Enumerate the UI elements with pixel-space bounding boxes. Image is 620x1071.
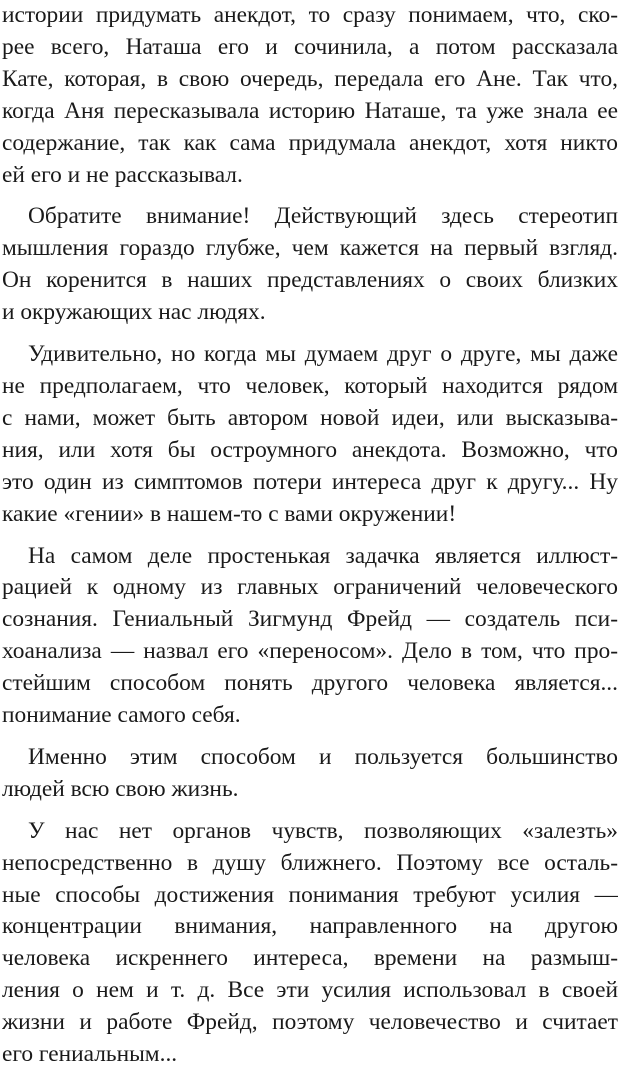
paragraph	[2, 742, 618, 806]
text-line: и окружающих нас людях.	[2, 299, 266, 326]
text-line: Он коренится в наших представлениях о своих близких	[2, 267, 618, 294]
text-line: ния, или хотя бы остроумного анекдота. Возможно, что	[2, 436, 618, 463]
text-line: У нас нет органов чувств, позволяющих «залезть»	[28, 817, 618, 844]
text-line: ления о нем и т. д. Все эти усилия использовал в своей	[2, 977, 618, 1004]
text-line: стейшим способом понять другого человека является...	[2, 670, 618, 697]
text-line: ей его и не рассказывал.	[2, 161, 243, 188]
text-line: истории придумать анекдот, то сразу понимаем, что, ско-	[2, 2, 618, 28]
text-line: содержание, так как сама придумала анекдот, хотя никто	[2, 129, 618, 156]
paragraph	[2, 201, 618, 329]
text-line: рее всего, Наташа его и сочинила, а потом рассказала	[2, 33, 618, 60]
paragraph	[2, 541, 618, 732]
text-line: понимание самого себя.	[2, 702, 241, 729]
text-line: Именно этим способом и пользуется большинство	[28, 743, 618, 770]
text-line: это один из симптомов потери интереса друг к другу... Ну	[2, 468, 618, 495]
text-line: Обратите внимание! Действующий здесь стереотип	[28, 203, 618, 230]
text-line: людей всю свою жизнь.	[2, 775, 239, 802]
text-line: человека искреннего интереса, времени на размыш-	[2, 945, 618, 972]
text-line: не предполагаем, что человек, который находится рядом	[2, 372, 618, 399]
text-line: непосредственно в душу ближнего. Поэтому все осталь-	[2, 849, 618, 876]
text-line: рацией к одному из главных ограничений человеческого	[2, 574, 618, 601]
text-line: какие «гении» в нашем-то с вами окружении!	[2, 500, 457, 527]
text-line: Кате, которая, в свою очередь, передала его Ане. Так что,	[2, 65, 618, 92]
text-line: ные способы достижения понимания требуют усилия —	[2, 881, 618, 908]
text-line: когда Аня пересказывала историю Наташе, та уже знала ее	[2, 97, 618, 124]
paragraph	[2, 0, 618, 191]
text-line: хоанализа — назвал его «переносом». Дело в том, что про-	[2, 638, 618, 665]
text-line: Удивительно, но когда мы думаем друг о друге, мы даже	[28, 341, 618, 368]
text-line: На самом деле простенькая задачка является иллюст-	[28, 542, 618, 569]
text-line: концентрации внимания, направленного на другою	[2, 913, 618, 940]
text-line: мышления гораздо глубже, чем кажется на первый взгляд.	[2, 235, 618, 262]
paragraph	[2, 339, 618, 530]
text-line: сознания. Гениальный Зигмунд Фрейд — создатель пси-	[2, 606, 618, 633]
text-line: его гениальным...	[2, 1041, 178, 1068]
text-line: жизни и работе Фрейд, поэтому человечество и считает	[2, 1009, 618, 1036]
text-line: с нами, может быть автором новой идеи, или высказыва-	[2, 404, 618, 431]
paragraph	[2, 816, 618, 1071]
